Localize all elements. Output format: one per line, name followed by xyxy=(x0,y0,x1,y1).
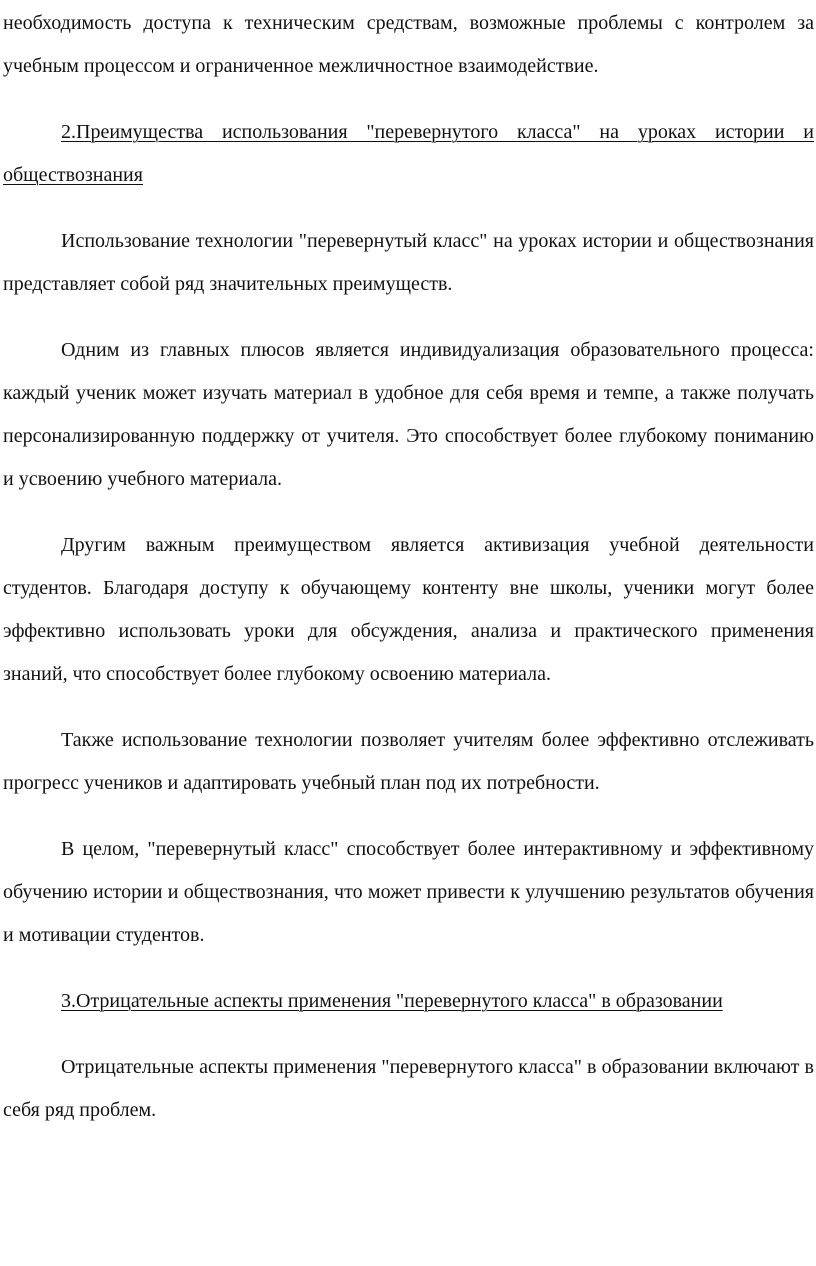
paragraph-progress-tracking: Также использование технологии позволяет учителям более эффективно отслеживать прогресс учеников и адаптировать учебный план под их потребности. xyxy=(3,729,814,794)
paragraph-negative-intro: Отрицательные аспекты применения "перевернутого класса" в образовании включают в себя ряд проблем. xyxy=(3,1056,814,1121)
section-heading-advantages-text: 2.Преимущества использования "перевернутого класса" на уроках истории и обществознания xyxy=(3,121,814,186)
paragraph-intro-advantages: Использование технологии "перевернутый класс" на уроках истории и обществознания представляет собой ряд значительных преимуществ. xyxy=(3,230,814,295)
section-heading-negative-aspects xyxy=(3,980,814,1023)
paragraph-continuation: необходимость доступа к техническим средствам, возможные проблемы с контролем за учебным процессом и ограниченное межличностное взаимодействие. xyxy=(3,12,814,77)
paragraph-individualization: Одним из главных плюсов является индивидуализация образовательного процесса: каждый ученик может изучать материал в удобное для себя время и темпе, а также получать персонализированную поддержку от учителя. Это способствует более глубокому пониманию и усвоению учебного материала. xyxy=(3,339,814,490)
section-heading-negative-aspects-text: 3.Отрицательные аспекты применения "перевернутого класса" в образовании xyxy=(61,990,723,1012)
paragraph-conclusion: В целом, "перевернутый класс" способствует более интерактивному и эффективному обучению истории и обществознания, что может привести к улучшению результатов обучения и мотивации студентов. xyxy=(3,838,814,946)
paragraph-activation: Другим важным преимуществом является активизация учебной деятельности студентов. Благодаря доступу к обучающему контенту вне школы, ученики могут более эффективно использовать уроки для обсуждения, анализа и практического применения знаний, что способствует более глубокому освоению материала. xyxy=(3,534,814,685)
section-heading-advantages xyxy=(3,111,814,197)
